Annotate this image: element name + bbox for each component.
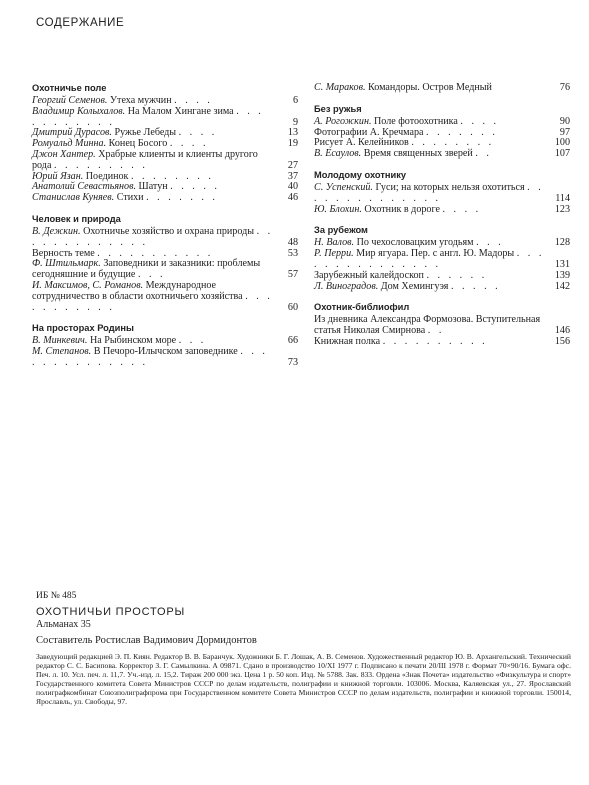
entry-author: Л. Виноградов. (314, 280, 379, 292)
entry-text (314, 337, 546, 348)
toc-entry (314, 315, 570, 337)
entry-text (32, 259, 274, 281)
toc-entry (32, 193, 298, 204)
entry-author: Станислав Куняев. (32, 192, 115, 204)
page-number: 90 (559, 115, 570, 127)
section-heading: Охотничье поле (32, 83, 107, 93)
entry-title: Дом Хемингуэя (380, 280, 449, 292)
toc-section (32, 83, 298, 204)
dot-leader: . . . . . . . . (131, 170, 214, 182)
toc-entry (32, 227, 298, 249)
entry-title: Время священных зверей (363, 148, 473, 160)
entry-title: По чехословацким угодьям (356, 237, 474, 249)
publication-details: Заведующий редакцией Э. П. Киян. Редактор В. В. Баранчук. Художники Б. Г. Лошак, А. В. Семенов. Художественный редактор Ю. В. Архангельский. Технический редактор С. С. Басипова. Корректор З. Г. Самылкина. А 09871. Сдано в производство 10/XI 1977 г. Подписано к печати 20/III 1978 г. Формат 70×90/16. Бумага офс. Печ. л. 10. Усл. печ. л. 11,7. Уч.-изд. л. 15,2. Тираж 200 000 экз. Цена 1 р. 50 коп. Изд. № 5788. Зак. 833. Ордена «Знак Почета» издательство «Физкультура и спорт» Государственного комитета Совета Министров СССР по делам издательств, полиграфии и книжной торговли. 103006. Москва, Каляевская ул., 27. Ярославский полиграфкомбинат Союзполиграфпрома при Государственном комитете Совета Министров СССР по делам издательств, полиграфии и книжной торговли. 150014, Ярославль, ул. Свободы, 97. (36, 652, 571, 706)
page-number: 156 (554, 335, 570, 347)
entry-author: Ю. Блохин. (314, 203, 362, 215)
entry-title: Охотничье хозяйство и охрана природы (83, 225, 255, 237)
page-number: 128 (554, 237, 570, 249)
page-number: 139 (554, 269, 570, 281)
entry-title: Охотник в дороге (364, 203, 440, 215)
section-heading: За рубежом (314, 225, 368, 236)
toc-entry (314, 249, 570, 271)
page-number: 131 (554, 258, 570, 270)
entry-author: Георгий Семенов. (32, 95, 108, 106)
entry-title: Ружье Лебеды (114, 127, 177, 139)
entry-author: Дмитрий Дурасов. (32, 127, 112, 139)
entry-title: Мир ягуара. Пер. с англ. Ю. Мадоры (356, 248, 515, 260)
entry-text (32, 107, 274, 129)
book-title: ОХОТНИЧЬИ ПРОСТОРЫ (36, 606, 186, 618)
toc-section (32, 323, 298, 368)
entry-title: Утеха мужчин (109, 95, 172, 106)
dot-leader: . . . . (460, 115, 500, 127)
entry-author: В. Дежкин. (32, 225, 81, 237)
toc-entry (32, 281, 298, 313)
dot-leader: . . . (476, 237, 504, 249)
section-heading: Молодому охотнику (314, 169, 407, 180)
entry-author: В. Минкевич. (32, 335, 88, 347)
page-number: 13 (287, 127, 298, 139)
dot-leader: . . . . . . . . . . . (32, 105, 264, 128)
dot-leader: . . . . . . . (426, 126, 498, 138)
toc-entry (32, 107, 298, 129)
section-heading: На просторах Родины (32, 323, 134, 334)
page-number: 123 (554, 203, 570, 215)
entry-author: М. Степанов. (32, 346, 92, 358)
entry-title: Зарубежный калейдоскоп (314, 269, 424, 281)
toc-section (314, 302, 570, 347)
entry-text (314, 282, 546, 293)
toc-entry (314, 337, 570, 348)
toc-entry (314, 282, 570, 293)
toc-section (314, 104, 570, 160)
entry-author: С. Успенский. (314, 181, 373, 193)
dot-leader: . . . . . . . . . . . . . . . (314, 248, 545, 270)
page-number: 48 (287, 236, 298, 248)
entry-author: Анатолий Севастьянов. (32, 181, 136, 193)
dot-leader: . . . . (169, 138, 209, 150)
section-heading: Охотник-библиофил (314, 302, 410, 313)
entry-title: Поединок (85, 170, 129, 182)
entry-author: Джон Хантер. (32, 148, 96, 160)
entry-author: Ф. Штильмарк. (32, 258, 101, 270)
entry-title: Храбрые клиенты и клиенты другого рода (32, 148, 258, 171)
dot-leader: . . . . . (450, 280, 501, 292)
entry-title: Заповедники и заказники: проблемы сегодняшние и будущие (32, 258, 261, 281)
dot-leader: . . . . . . . . . . . . . . (314, 181, 544, 204)
entry-title: Из дневника Александра Формозова. Вступительная статья Николая Смирнова (314, 314, 541, 337)
toc-entry (32, 347, 298, 369)
page-number: 37 (287, 170, 298, 182)
entry-title: В Печоро-Илычском заповеднике (93, 346, 238, 358)
compiler-line: Составитель Ростислав Вадимович Дормидонтов (36, 635, 257, 646)
entry-text (314, 249, 546, 271)
toc-right-column (314, 83, 570, 358)
page-number: 142 (554, 280, 570, 292)
toc-entry (314, 83, 570, 94)
entry-text (314, 83, 546, 94)
entry-author: Юрий Язан. (32, 170, 84, 182)
entry-title: Поле фотоохотника (374, 115, 458, 127)
page-number: 9 (292, 116, 298, 128)
entry-author: Н. Валов. (314, 237, 355, 249)
toc-entry (32, 150, 298, 172)
entry-title: Гуси; на которых нельзя охотиться (375, 181, 525, 193)
almanac-number: Альманах 35 (36, 619, 91, 630)
entry-title: Командоры. Остров Медный (368, 82, 492, 93)
entry-title: Верность теме (32, 247, 95, 259)
toc-section (314, 83, 570, 94)
page-number: 107 (554, 148, 570, 160)
entry-title: Фотографии А. Кречмара (314, 126, 424, 138)
entry-author: С. Мараков. (314, 82, 366, 93)
toc-section (314, 170, 570, 215)
entry-author: И. Максимов, С. Романов. (32, 279, 144, 291)
page-number: 146 (554, 325, 570, 337)
entry-title: На Малом Хингане зима (127, 105, 234, 117)
dot-leader: . . . . . . . . . . . (97, 247, 214, 259)
entry-title: На Рыбинском море (89, 335, 177, 347)
toc-entry (314, 149, 570, 160)
dot-leader: . . . . (442, 203, 482, 215)
section-heading: Без ружья (314, 103, 362, 114)
page-number: 19 (287, 138, 298, 150)
dot-leader: . . (475, 148, 492, 160)
dot-leader: . . . . . . . . (411, 137, 495, 149)
page-number: 76 (559, 82, 570, 93)
entry-title: Книжная полка (314, 335, 381, 347)
page-number: 57 (287, 269, 298, 281)
entry-title: Рисует А. Келейников (314, 137, 409, 149)
entry-title: Конец Босого (108, 138, 168, 150)
toc-left-column (32, 83, 298, 379)
entry-title: Шатун (138, 181, 168, 193)
entry-text (32, 347, 274, 369)
dot-leader: . . . (137, 269, 166, 281)
entry-text (32, 281, 274, 313)
dot-leader: . . . . . . . . . (53, 159, 148, 171)
toc-entry (314, 183, 570, 205)
page-number: 6 (292, 95, 298, 106)
dot-leader: . . (427, 325, 445, 337)
toc-section (314, 225, 570, 292)
imprint (36, 591, 571, 706)
page-number: 46 (287, 192, 298, 204)
dot-leader: . . . . . . . . . . (382, 335, 488, 347)
entry-title: Международное сотрудничество в области охотничьего хозяйства (32, 279, 243, 302)
entry-author: В. Есаулов. (314, 148, 362, 160)
entry-title: Стихи (116, 192, 144, 204)
page-number: 27 (287, 159, 298, 171)
entry-text (314, 183, 546, 205)
entry-text (32, 193, 274, 204)
entry-text (314, 315, 546, 337)
section-heading: Человек и природа (32, 213, 121, 224)
entry-text (314, 149, 546, 160)
dot-leader: . . . . (174, 95, 213, 106)
page-number: 100 (554, 137, 570, 149)
dot-leader: . . . (178, 335, 207, 347)
page-number: 97 (559, 126, 570, 138)
page-number: 53 (287, 247, 298, 259)
entry-author: А. Рогожкин. (314, 115, 372, 127)
dot-leader: . . . . . . . . . . . . . (32, 225, 274, 248)
ib-number: ИБ № 485 (36, 591, 77, 601)
dot-leader: . . . . . . (426, 269, 488, 281)
toc-entry (314, 205, 570, 216)
page-number: 73 (287, 356, 298, 368)
page-title: СОДЕРЖАНИЕ (36, 17, 125, 29)
entry-text (314, 205, 546, 216)
toc-entry (32, 259, 298, 281)
entry-text (32, 150, 274, 172)
toc-section (32, 214, 298, 313)
page-number: 40 (287, 181, 298, 193)
entry-text (32, 227, 274, 249)
dot-leader: . . . . (178, 127, 218, 139)
entry-author: Ромуальд Минна. (32, 138, 107, 150)
dot-leader: . . . . . . . . . . . . . . (32, 346, 268, 368)
entry-author: Владимир Колыхалов. (32, 105, 126, 117)
dot-leader: . . . . . . . (146, 192, 218, 204)
page-number: 60 (287, 301, 298, 313)
entry-author: Р. Перри. (314, 248, 354, 260)
page-number: 114 (555, 192, 570, 204)
dot-leader: . . . . . . . . . . . (32, 290, 273, 313)
page-number: 66 (287, 335, 298, 347)
dot-leader: . . . . . (170, 181, 220, 193)
